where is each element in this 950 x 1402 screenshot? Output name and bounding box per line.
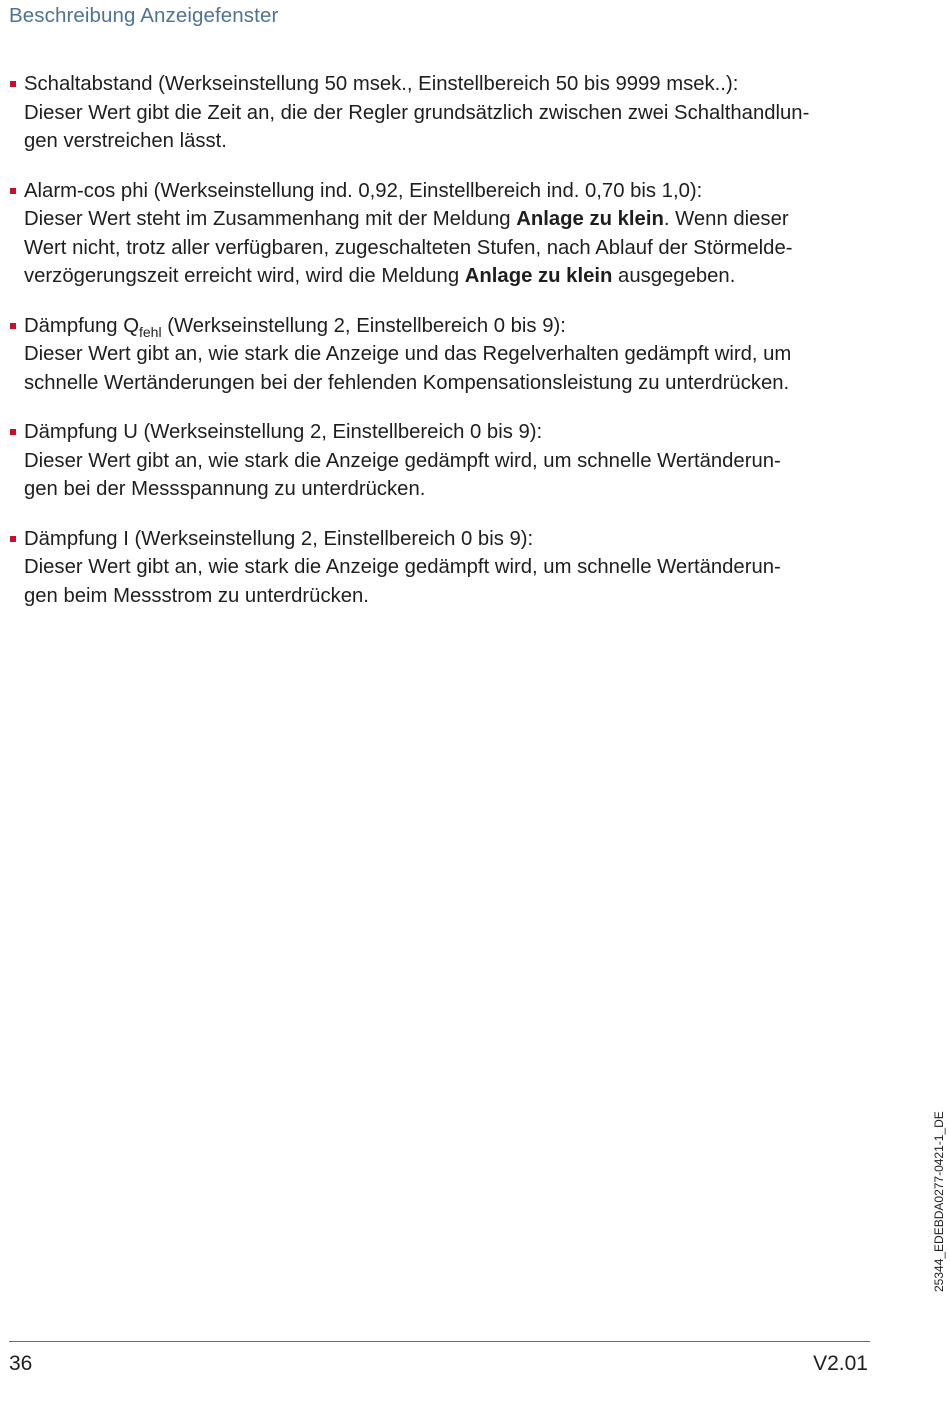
- item-text-line: Dieser Wert gibt die Zeit an, die der Regler grundsätzlich zwischen zwei Schalthandlun-: [24, 101, 810, 124]
- bullet-icon: [10, 81, 16, 87]
- item-title: Schaltabstand (Werkseinstellung 50 msek., Einstellbereich 50 bis 9999 msek..):: [24, 73, 739, 95]
- item-title: Dämpfung U (Werkseinstellung 2, Einstellbereich 0 bis 9):: [24, 421, 543, 443]
- list-item-schaltabstand: [24, 70, 929, 156]
- text-fragment: Dämpfung Q: [24, 314, 139, 337]
- list-item-daempfung-i: [24, 525, 929, 611]
- text-fragment: (Werkseinstellung 2, Einstellbereich 0 bis 9):: [161, 314, 566, 337]
- emphasis-text: Anlage zu klein: [516, 208, 664, 230]
- item-title: Alarm-cos phi (Werkseinstellung ind. 0,92, Einstellbereich ind. 0,70 bis 1,0):: [24, 179, 703, 202]
- bullet-icon: [10, 188, 16, 194]
- footer-divider: [9, 1341, 870, 1342]
- version-label: V2.01: [813, 1352, 868, 1375]
- item-text-line: [24, 205, 929, 234]
- emphasis-text: Anlage zu klein: [464, 265, 613, 287]
- bullet-icon: [10, 429, 16, 435]
- item-text-line: Dieser Wert gibt an, wie stark die Anzeige gedämpft wird, um schnelle Wertänderun-: [24, 556, 781, 578]
- text-fragment: verzögerungszeit erreicht wird, wird die Meldung: [24, 265, 465, 287]
- item-text-line: Dieser Wert gibt an, wie stark die Anzeige gedämpft wird, um schnelle Wertänderun-: [24, 449, 781, 472]
- item-text-line: gen bei der Messspannung zu unterdrücken.: [24, 478, 426, 500]
- document-id: 25344_EDEBDA0277-0421-1_DE: [932, 1111, 946, 1292]
- item-text-line: gen verstreichen lässt.: [24, 130, 227, 152]
- item-text-line: Wert nicht, trotz aller verfügbaren, zugeschalteten Stufen, nach Ablauf der Störmelde-: [24, 236, 793, 259]
- list-item-alarm-cos-phi: [24, 177, 929, 291]
- list-item-daempfung-u: [24, 418, 929, 504]
- bullet-icon: [10, 536, 16, 542]
- item-title: [24, 312, 929, 341]
- item-text-line: schnelle Wertänderungen bei der fehlenden Kompensationsleistung zu unterdrücken.: [24, 371, 790, 394]
- parameter-list: [24, 70, 929, 610]
- list-item-daempfung-q-fehl: [24, 312, 929, 398]
- item-text-line: Dieser Wert gibt an, wie stark die Anzeige und das Regelverhalten gedämpft wird, um: [24, 343, 792, 365]
- text-fragment: Dieser Wert steht im Zusammenhang mit der Meldung: [24, 208, 517, 230]
- text-fragment: ausgegeben.: [612, 265, 736, 287]
- item-text-line: [24, 262, 929, 291]
- item-title: Dämpfung I (Werkseinstellung 2, Einstellbereich 0 bis 9):: [24, 527, 534, 550]
- item-text-line: gen beim Messstrom zu unterdrücken.: [24, 584, 369, 607]
- text-fragment: . Wenn dieser: [663, 208, 789, 230]
- bullet-icon: [10, 323, 16, 329]
- subscript-text: fehl: [138, 323, 162, 340]
- page-number: 36: [9, 1352, 33, 1375]
- section-header: Beschreibung Anzeigefenster: [9, 4, 279, 27]
